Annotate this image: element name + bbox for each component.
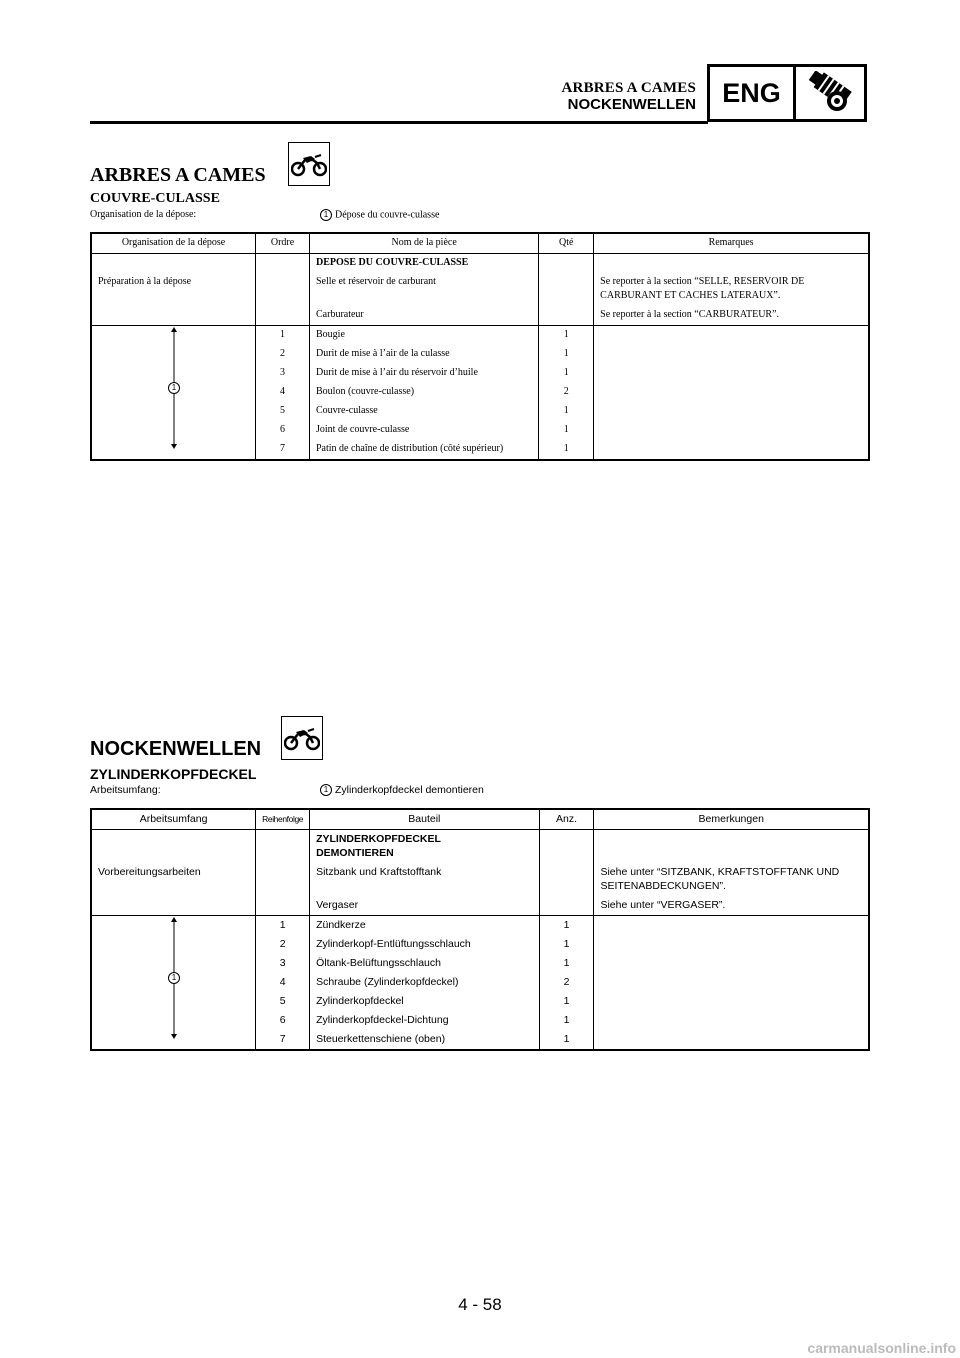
table-header-row: [91, 809, 869, 830]
de-group-marker: 1: [168, 972, 180, 984]
fr-group-cell: [91, 326, 256, 461]
de-subtitle: ZYLINDERKOPFDECKEL: [90, 766, 257, 782]
table-row: Carburateur Se reporter à la section “CARBURATEUR”.: [91, 306, 869, 326]
col-header: Organisation de la dépose: [91, 233, 256, 254]
table-row: 3 Öltank-Belüftungsschlauch 1: [91, 954, 869, 973]
table-row: 5 Zylinderkopfdeckel 1: [91, 992, 869, 1011]
table-row: Vorbereitungsarbeiten Sitzbank und Kraftstofftank Siehe unter “SITZBANK, KRAFTSTOFFTANK UND SEITENABDECKUNGEN”.: [91, 863, 869, 896]
col-header: Qté: [539, 233, 594, 254]
table-row: 7 Steuerkettenschiene (oben) 1: [91, 1030, 869, 1050]
fr-section-title: ARBRES A CAMES: [90, 164, 266, 186]
page-number: 4 - 58: [458, 1295, 502, 1314]
fr-motorcycle-icon-box: [288, 142, 330, 186]
de-scope-label: Arbeitsumfang:: [90, 784, 161, 796]
table-row: Vergaser Siehe unter “VERGASER”.: [91, 896, 869, 916]
table-row: 6 Joint de couvre-culasse 1: [91, 421, 869, 440]
de-group-cell: [91, 916, 256, 1051]
header-title-fr: ARBRES A CAMES: [561, 80, 696, 96]
table-row: DEPOSE DU COUVRE-CULASSE: [91, 254, 869, 274]
section-badge: [707, 64, 867, 122]
table-row: 4 Boulon (couvre-culasse) 2: [91, 383, 869, 402]
table-row: 2 Durit de mise à l’air de la culasse 1: [91, 345, 869, 364]
col-header: Remarques: [594, 233, 869, 254]
motorcycle-icon: [291, 151, 327, 177]
table-row: 4 Schraube (Zylinderkopfdeckel) 2: [91, 973, 869, 992]
fr-scope-text: Dépose du couvre-culasse: [335, 209, 440, 221]
de-scope-marker: 1: [320, 784, 332, 796]
fr-group-marker: 1: [168, 382, 180, 394]
table-row: 3 Durit de mise à l’air du réservoir d’huile 1: [91, 364, 869, 383]
table-row: Préparation à la dépose Selle et réservoir de carburant Se reporter à la section “SELLE, RESERVOIR DE CARBURANT ET CACHES LATERAUX”.: [91, 273, 869, 306]
col-header: Anz.: [539, 809, 594, 830]
col-header: Ordre: [256, 233, 310, 254]
table-row: 1 1 Bougie 1: [91, 326, 869, 346]
motorcycle-icon: [284, 725, 320, 751]
table-row: 5 Couvre-culasse 1: [91, 402, 869, 421]
section-badge-label: ENG: [710, 67, 796, 119]
de-scope-text: Zylinderkopfdeckel demontieren: [335, 784, 484, 796]
table-row: ZYLINDERKOPFDECKEL DEMONTIEREN: [91, 830, 869, 864]
table-row: 1 1 Zündkerze 1: [91, 916, 869, 936]
col-header: Nom de la pièce: [310, 233, 539, 254]
header-rule: [90, 121, 708, 124]
de-scope: [320, 784, 484, 796]
table-row: 7 Patin de chaîne de distribution (côté supérieur) 1: [91, 440, 869, 460]
watermark[interactable]: carmanualsonline.info: [807, 1340, 956, 1356]
col-header: Reihenfolge: [256, 809, 310, 830]
engine-bolt-icon: [796, 67, 864, 119]
fr-subtitle: COUVRE-CULASSE: [90, 191, 220, 206]
de-section-title: NOCKENWELLEN: [90, 738, 262, 760]
col-header: Bauteil: [310, 809, 540, 830]
fr-scope-label: Organisation de la dépose:: [90, 209, 197, 220]
col-header: Arbeitsumfang: [91, 809, 256, 830]
table-header-row: [91, 233, 869, 254]
de-parts-table: [90, 808, 870, 1051]
col-header: Bemerkungen: [594, 809, 869, 830]
fr-parts-table: [90, 232, 870, 461]
fr-scope: [320, 209, 439, 221]
table-row: 6 Zylinderkopfdeckel-Dichtung 1: [91, 1011, 869, 1030]
de-motorcycle-icon-box: [281, 716, 323, 760]
fr-scope-marker: 1: [320, 209, 332, 221]
header-title-de: NOCKENWELLEN: [567, 96, 696, 113]
table-row: 2 Zylinderkopf-Entlüftungsschlauch 1: [91, 935, 869, 954]
